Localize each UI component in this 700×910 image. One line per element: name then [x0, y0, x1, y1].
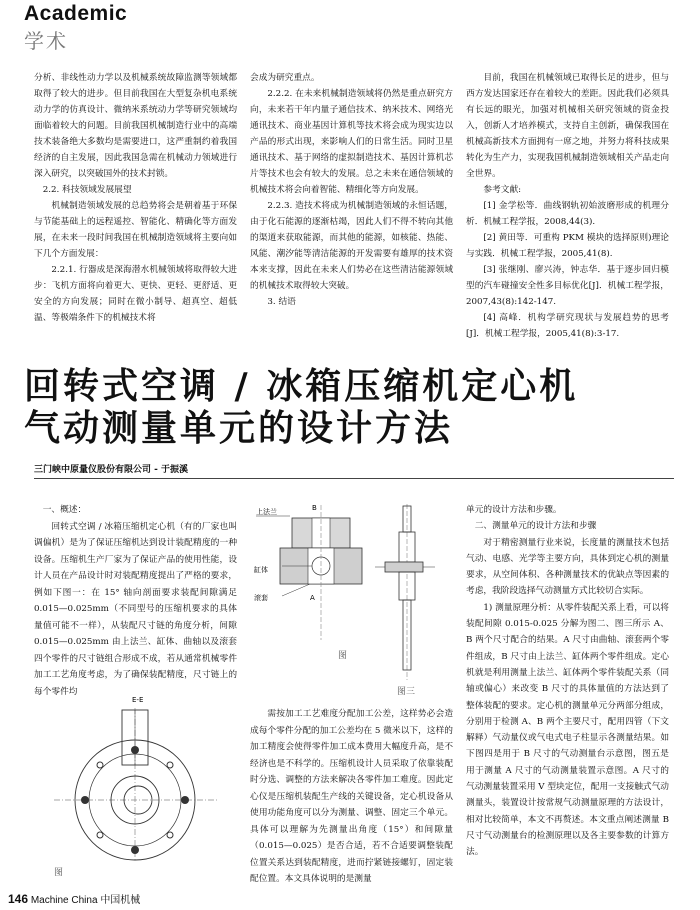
reference-item: [2] 黄田等．可重构 PKM 模块的选择原则)理论与实践．机械工程学报，2005,41(8). [466, 233, 669, 259]
section-heading: 二、测量单元的设计方法和步骤 [474, 521, 597, 532]
paragraph: 2.2.1. 行器成是深海潜水机械领域将取得较大进步：飞机方面将向着更大、更快、更轻、更舒适、更安全的方向发展；同时在微小制导、超真空、超低温、等极端条件下的机械技术将 [34, 265, 237, 323]
reference-item: [3] 张继刚、廖兴涛，钟志华．基于逐步回归模型的汽车碰撞安全性多目标优化[J]．机械工程学报，2007,43(8):142-147. [466, 265, 669, 307]
top-column-3 [466, 70, 669, 342]
page-number: 146 [8, 892, 29, 906]
article-title-line-2: 气动测量单元的设计方法 [24, 408, 454, 449]
paragraph: 会成为研究重点。 [250, 73, 320, 83]
reference-item: [1] 金学松等．曲线钢轨初始波磨形成的机理分析．机械工程学报，2008,44(3). [466, 201, 669, 227]
paragraph: 2.2.3. 造技术将成为机械制造领域的永恒话题，由于化石能源的逐渐枯竭，因此人们不得不转向其他的渠道来获取能源，而其他的能源，如核能、热能、风能、潮汐能等清洁能源的开发需要有雄厚的技术资本来支撑，因此在未来人们势必在这些清洁能源领域的机械技术取得较大突破。 [250, 201, 453, 291]
paragraph: 分析、非线性动力学以及机械系统故障监测等领域都取得了较大的进步。但目前我国在大型复杂机电系统动力学的仿真设计、微纳米系统动力学等研究领域均面临着较大的问题。目前我国机械制造行业中的高端技术装备绝大多数均是需要进口，这严重制约着我国经济的自主发展，因此我国急需在机械动力领域进行深入研究，以突破国外的技术封锁。 [34, 73, 237, 179]
figure-1-compressor-section [34, 690, 239, 885]
subheading: 2.2. 科技领域发展展望 [42, 185, 132, 195]
figure-2-label-roller: 滚套 [254, 594, 268, 602]
paragraph: 需按加工工艺难度分配加工公差，这样势必会造成每个零件分配的加工公差均在 5 微米以下，这样的加工精度会使得零件加工成本费用大幅度升高，是不经济也是不科学的。压缩机设计人员采取了依靠装配时分选、调整的方法来解决各零件加工难度。因此定心仪是压缩机装配生产线的关键设备，定心机设备从使用功能角度可以分为测量、调整、固定三个单元。具体可以理解为先测量出角度（15°）和间隙量（0.015—0.025）是否合适，若不合适要调整装配位置关系达到装配精度，进而拧紧链接螺钉，固定装配位置。本文具体说明的是测量 [250, 709, 453, 884]
section-heading: 一、概述： [42, 505, 87, 515]
figure-3-caption: 图三 [397, 687, 416, 697]
divider [34, 478, 674, 479]
subheading: 3. 结语 [267, 297, 296, 307]
paragraph: 目前，我国在机械领域已取得长足的进步，但与西方发达国家还存在着较大的差距。因此我们必须具有长远的眼光，加强对机械相关研究领域的资金投入，创新人才培养模式，支持自主创新，确保我国在机械高新技术方面拥有一席之地，并努力将科技成果转化为生产力，实现我国机械制造领域相关产品走向全世界。 [466, 73, 669, 179]
article-column-3 [466, 502, 669, 861]
section-header-chinese: 学术 [24, 29, 68, 53]
paragraph: 2.2.2. 在未来机械制造领域将仍然是重点研究方向，未来若干年内量子通信技术、纳米技术、网络光通讯技术、商业基因计算机等技术将会成为现实边以产品的形式出现，来影响人们的日常生活。同时卫星通讯技术、基于网络的虚拟制造技术、基因计算机芯片等技术也会有较大的发展。总之未来在通信领域的机械技术将会向着智能、精细化等方向发展。 [250, 89, 453, 195]
paragraph: 1) 测量原理分析：从零件装配关系上看，可以将装配间隙 0.015-0.025 分解为图二、图三所示 A、B 两个尺寸配合的结果。A 尺寸由曲轴、滚套两个零件组成，B 尺寸由上法兰、缸体两个零件组成。定心机就是利用测量上法兰、缸体两个零件装配关系（同轴或偏心）来改变 B 尺寸的具体量值的方法达到了整体装配的要求。定心机的测量单元分两部分组成，分别用于检测 A、B 两个主要尺寸，配用四管（下文解释）气动量仪或气电式电子柱显示各测量结果。如下图四是用于 B 尺寸的气动测量台示意图，图五是用于测量 A 尺寸的气动测量装置示意图。A 尺寸的气动测量装置采用 V 型块定位，配用一支接触式气动测量头，装置设计按常规气动测量原理的方法设计，相对比较简单，本文不再赘述。本文重点阐述测量 B 尺寸气动测量台的检测原理以及各主要参数的计算方法。 [466, 602, 669, 858]
references-heading: 参考文献: [483, 185, 522, 195]
figure-2-label-upper-flange: 上法兰 [256, 508, 277, 516]
paragraph: 回转式空调 / 冰箱压缩机定心机（有的厂家也叫调偏机）是为了保证压缩机达到设计装配精度的一种设备。压缩机生产厂家为了保证产品的使用性能，设计人员在产品设计时对装配精度提出了严格的要求，例如下图一：在 15° 轴向剖面要求装配间隙满足 0.015—0.025mm（不同型号的压缩机要求的具体量值可能不一样），从装配尺寸链的角度分析，间隙 0.015—0.025mm 由上法兰、缸体、曲轴以及滚套四个零件的尺寸链组合形成不成，若从通常机械零件加工工艺角度考虑，为了确保装配精度，尺寸链上的每个零件均 [34, 521, 237, 697]
page-footer [8, 891, 140, 906]
reference-item: [4] 高峰．机构学研究现状与发展趋势的思考[J]．机械工程学报，2005,41(8):3-17. [466, 313, 669, 339]
figure-3-shaft-drawing [355, 500, 455, 700]
journal-name-en: Machine China [30, 895, 98, 906]
paragraph: 对于精密测量行业来说，长度量的测量技术包括气动、电感、光学等主要方向，具体到定心机的测量要求，从空间体积、各种测量技术的优缺点等因素的考虑，我阶段选择气动测量方式比较切合实际。 [466, 537, 669, 597]
figure-2-caption: 图 [338, 651, 348, 661]
paragraph: 单元的设计方法和步骤。 [466, 505, 562, 515]
journal-name-cn: 中国机械 [100, 895, 141, 906]
figure-1-label-top: E-E [132, 696, 144, 704]
article-column-2 [250, 706, 453, 888]
section-header-english: Academic [24, 2, 128, 25]
paragraph: 机械制造领域发展的总趋势将会是朝着基于环保与节能基础上的远程遥控、智能化、精确化等方面发展，在未来一段时间我国在机械制造领域将主要向如下几个方面发展： [34, 201, 237, 259]
figure-2-label-b: B [312, 504, 317, 512]
figure-1-caption: 图 [54, 868, 64, 878]
figure-2-label-a: A [310, 594, 315, 602]
article-author: 三门峡中原量仪股份有限公司 - 于振溪 [34, 465, 189, 475]
article-title-line-1: 回转式空调 / 冰箱压缩机定心机 [24, 366, 579, 407]
top-column-2 [250, 70, 453, 310]
figure-2-label-cylinder: 缸体 [254, 566, 268, 574]
article-column-1 [34, 502, 237, 700]
top-column-1 [34, 70, 237, 326]
